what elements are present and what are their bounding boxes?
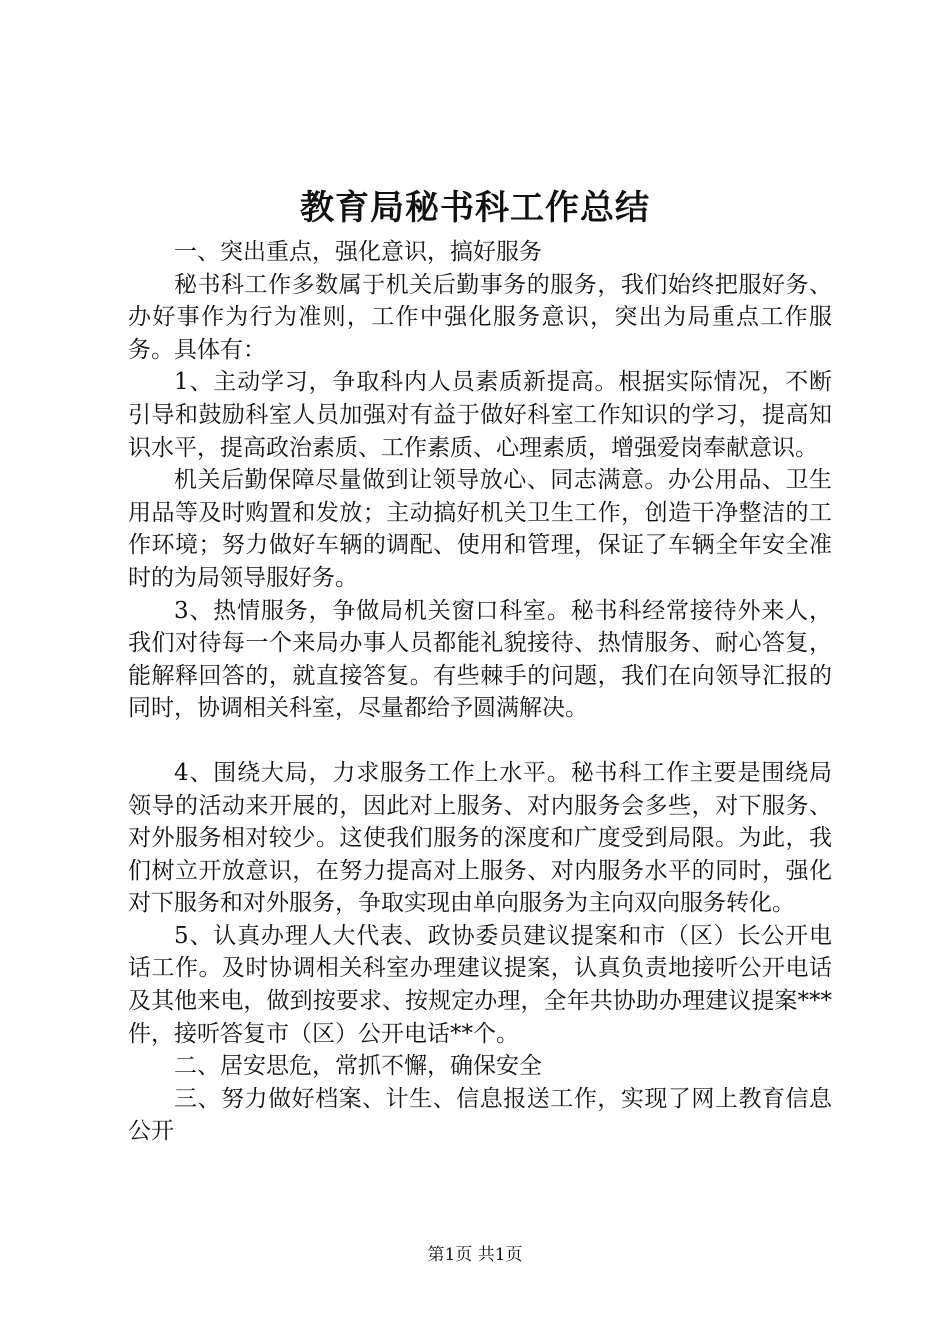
page-number-footer: 第1页 共1页 <box>427 1245 523 1265</box>
paragraph-logistics: 机关后勤保障尽量做到让领导放心、同志满意。办公用品、卫生用品等及时购置和发放；主动搞好机关卫生工作，创造干净整洁的工作环境；努力做好车辆的调配、使用和管理，保证了车辆全年安全准时的为局领导服好务。 <box>128 467 832 591</box>
section-heading-2: 二、居安思危，常抓不懈，确保安全 <box>174 1053 542 1080</box>
section-heading-3: 三、努力做好档案、计生、信息报送工作，实现了网上教育信息公开 <box>128 1085 832 1145</box>
paragraph-item-4: 4、围绕大局，力求服务工作上水平。秘书科工作主要是围绕局领导的活动来开展的，因此对上服务、对内服务会多些，对下服务、对外服务相对较少。这使我们服务的深度和广度受到局限。为此，我们树立开放意识，在努力提高对上服务、对内服务水平的同时，强化对下服务和对外服务，争取实现由单向服务为主向双向服务转化。 <box>128 759 832 917</box>
paragraph-item-1: 1、主动学习，争取科内人员素质新提高。根据实际情况，不断引导和鼓励科室人员加强对有益于做好科室工作知识的学习，提高知识水平，提高政治素质、工作素质、心理素质，增强爱岗奉献意识。 <box>128 369 832 461</box>
document-body <box>128 236 832 1148</box>
paragraph-item-3: 3、热情服务，争做局机关窗口科室。秘书科经常接待外来人，我们对待每一个来局办事人员都能礼貌接待、热情服务、耐心答复，能解释回答的，就直接答复。有些棘手的问题，我们在向领导汇报的同时，协调相关科室，尽量都给予圆满解决。 <box>128 597 832 722</box>
section-heading-1: 一、突出重点，强化意识，搞好服务 <box>174 239 542 265</box>
paragraph-intro: 秘书科工作多数属于机关后勤事务的服务，我们始终把服好务、办好事作为行为准则，工作中强化服务意识，突出为局重点工作服务。具体有： <box>128 271 832 363</box>
paragraph-item-5: 5、认真办理人大代表、政协委员建议提案和市（区）长公开电话工作。及时协调相关科室办理建议提案，认真负责地接听公开电话及其他来电，做到按要求、按规定办理，全年共协助办理建议提案***件，接听答复市（区）公开电话**个。 <box>128 922 832 1047</box>
document-title: 教育局秘书科工作总结 <box>300 188 650 228</box>
